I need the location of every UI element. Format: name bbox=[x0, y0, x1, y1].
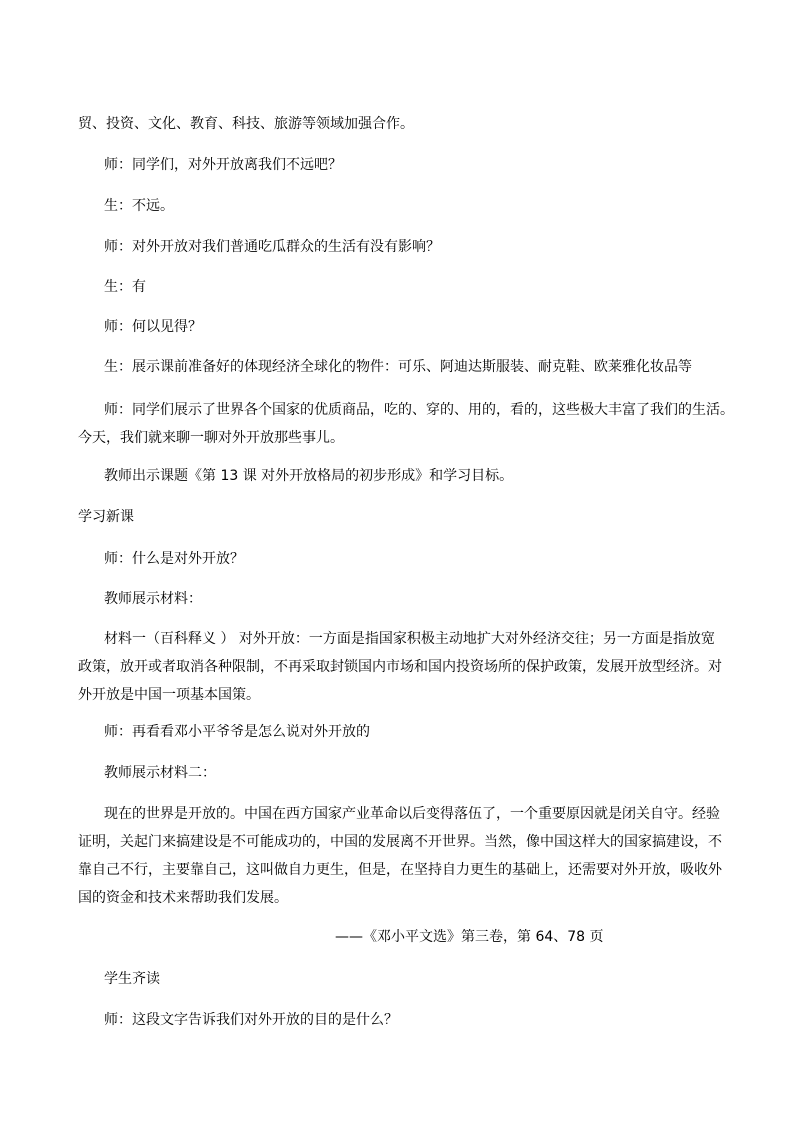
paragraph-teacher-question-5: 师：这段文字告诉我们对外开放的目的是什么？ bbox=[104, 1012, 398, 1028]
paragraph-student-answer-1: 生：不远。 bbox=[104, 198, 174, 214]
paragraph-student-answer-2: 生：有 bbox=[104, 279, 146, 295]
paragraph-line: 政策，放开或者取消各种限制，不再采取封锁国内市场和国内投资场所的保护政策，发展开放型经济。对 bbox=[78, 659, 722, 675]
paragraph-teacher-material: 教师展示材料： bbox=[104, 591, 202, 607]
paragraph-teacher-question-4: 师：什么是对外开放？ bbox=[104, 551, 244, 567]
citation-source: ——《邓小平文选》第三卷，第 64、78 页 bbox=[335, 929, 604, 945]
paragraph-line: 证明，关起门来搞建设是不可能成功的，中国的发展离不开世界。当然，像中国这样大的国家搞建设，不 bbox=[78, 834, 722, 850]
paragraph-teacher-deng: 师：再看看邓小平爷爷是怎么说对外开放的 bbox=[104, 724, 370, 740]
paragraph-material-one bbox=[78, 625, 722, 709]
paragraph-teacher-question-1: 师：同学们，对外开放离我们不远吧？ bbox=[104, 157, 342, 173]
section-heading-new-lesson: 学习新课 bbox=[78, 509, 134, 525]
paragraph-lesson-title: 教师出示课题《第 13 课 对外开放格局的初步形成》和学习目标。 bbox=[104, 468, 514, 484]
paragraph-teacher-question-2: 师：对外开放对我们普通吃瓜群众的生活有没有影响？ bbox=[104, 239, 440, 255]
paragraph-students-read: 学生齐读 bbox=[104, 971, 160, 987]
paragraph-line: 现在的世界是开放的。中国在西方国家产业革命以后变得落伍了，一个重要原因就是闭关自守。经验 bbox=[104, 806, 720, 822]
paragraph-line: 材料一（百科释义 ） 对外开放：一方面是指国家积极主动地扩大对外经济交往；另一方面是指放宽 bbox=[104, 631, 715, 647]
paragraph-teacher-question-3: 师：何以见得？ bbox=[104, 319, 202, 335]
paragraph-student-answer-3: 生：展示课前准备好的体现经济全球化的物件：可乐、阿迪达斯服装、耐克鞋、欧莱雅化妆品等 bbox=[104, 359, 692, 375]
paragraph-cooperation: 贸、投资、文化、教育、科技、旅游等领域加强合作。 bbox=[78, 116, 414, 132]
paragraph-material-two-quote bbox=[78, 800, 722, 912]
paragraph-teacher-material-two: 教师展示材料二： bbox=[104, 765, 216, 781]
paragraph-line: 今天，我们就来聊一聊对外开放那些事儿。 bbox=[78, 430, 344, 446]
paragraph-line: 国的资金和技术来帮助我们发展。 bbox=[78, 890, 288, 906]
paragraph-teacher-summary bbox=[78, 396, 734, 452]
paragraph-line: 师：同学们展示了世界各个国家的优质商品，吃的、穿的、用的，看的，这些极大丰富了我们的生活。 bbox=[104, 402, 734, 418]
paragraph-line: 外开放是中国一项基本国策。 bbox=[78, 687, 260, 703]
paragraph-line: 靠自己不行，主要靠自己，这叫做自力更生，但是，在坚持自力更生的基础上，还需要对外开放，吸收外 bbox=[78, 862, 722, 878]
